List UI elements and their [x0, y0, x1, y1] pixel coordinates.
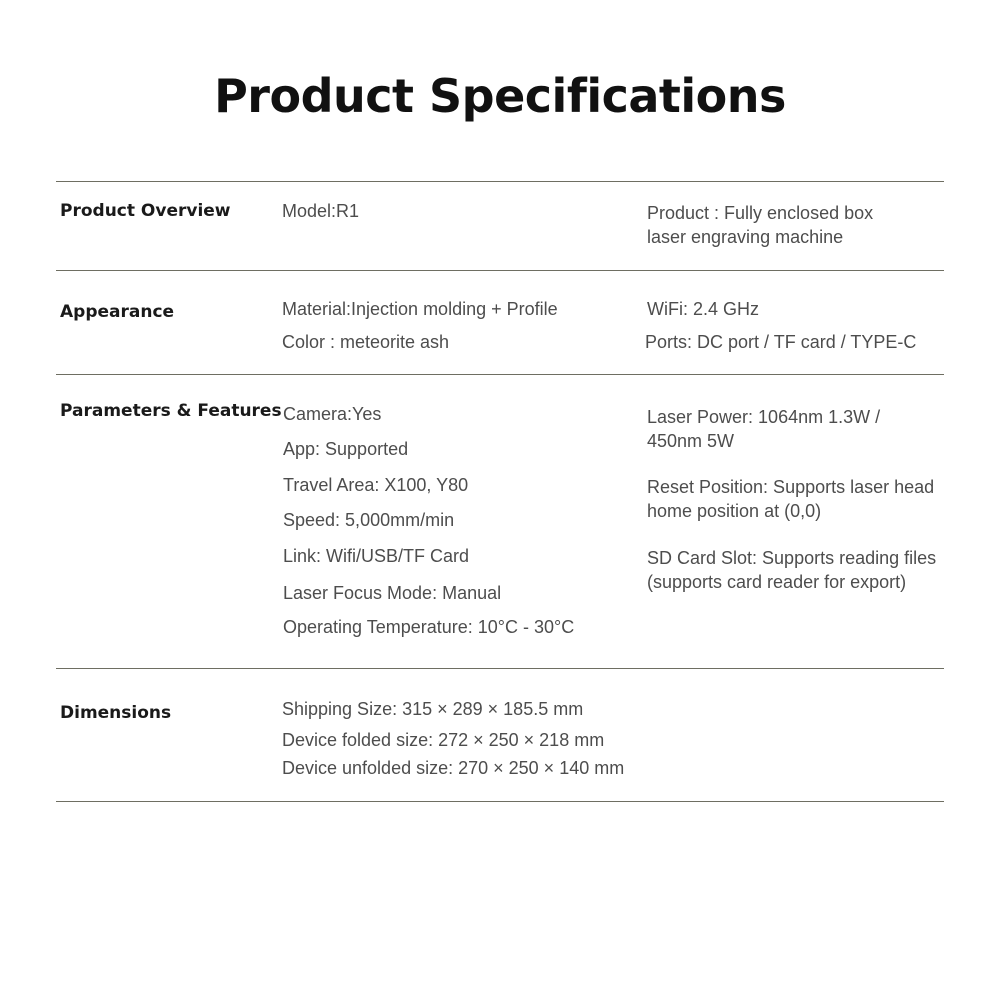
spec-product-line-2: laser engraving machine — [647, 227, 844, 247]
spec-product-line-1: Product : Fully enclosed box — [647, 203, 874, 223]
appearance-left-column — [282, 297, 558, 354]
divider — [56, 270, 944, 271]
spec-sd-card-slot-line-2: (supports card reader for export) — [647, 572, 907, 592]
divider — [56, 668, 944, 669]
page-title: Product Specifications — [214, 69, 786, 123]
spec-travel-area: Travel Area: X100, Y80 — [283, 475, 469, 495]
spec-device-unfolded-size: Device unfolded size: 270 × 250 × 140 mm — [282, 758, 625, 778]
section-label-appearance: Appearance — [60, 302, 175, 322]
divider — [56, 181, 944, 182]
overview-left-column — [282, 199, 359, 223]
spec-reset-position-line-1: Reset Position: Supports laser head — [647, 477, 935, 497]
spec-wifi: WiFi: 2.4 GHz — [647, 299, 760, 319]
spec-sd-card-slot-line-1: SD Card Slot: Supports reading files — [647, 548, 937, 568]
spec-ports: Ports: DC port / TF card / TYPE-C — [645, 332, 917, 352]
appearance-right-column — [647, 297, 916, 354]
spec-shipping-size: Shipping Size: 315 × 289 × 185.5 mm — [282, 699, 584, 719]
section-label-product-overview: Product Overview — [60, 201, 231, 221]
spec-speed: Speed: 5,000mm/min — [283, 510, 455, 530]
overview-right-column — [647, 201, 873, 249]
section-label-dimensions: Dimensions — [60, 703, 172, 723]
spec-app: App: Supported — [283, 439, 409, 459]
dimensions-column — [282, 697, 624, 780]
spec-laser-power-line-2: 450nm 5W — [647, 431, 735, 451]
divider — [56, 801, 944, 802]
spec-material: Material:Injection molding + Profile — [282, 299, 558, 319]
spec-color: Color : meteorite ash — [282, 332, 450, 352]
spec-reset-position-line-2: home position at (0,0) — [647, 501, 822, 521]
section-label-parameters-features: Parameters & Features — [60, 401, 282, 421]
spec-laser-power-line-1: Laser Power: 1064nm 1.3W / — [647, 407, 881, 427]
spec-device-folded-size: Device folded size: 272 × 250 × 218 mm — [282, 730, 605, 750]
parameters-right-column — [647, 405, 936, 594]
spec-camera: Camera:Yes — [283, 404, 382, 424]
spec-link: Link: Wifi/USB/TF Card — [283, 546, 470, 566]
spec-model: Model:R1 — [282, 201, 360, 221]
divider — [56, 374, 944, 375]
spec-operating-temperature: Operating Temperature: 10°C - 30°C — [283, 617, 575, 637]
parameters-left-column — [283, 402, 574, 639]
spec-laser-focus-mode: Laser Focus Mode: Manual — [283, 583, 502, 603]
